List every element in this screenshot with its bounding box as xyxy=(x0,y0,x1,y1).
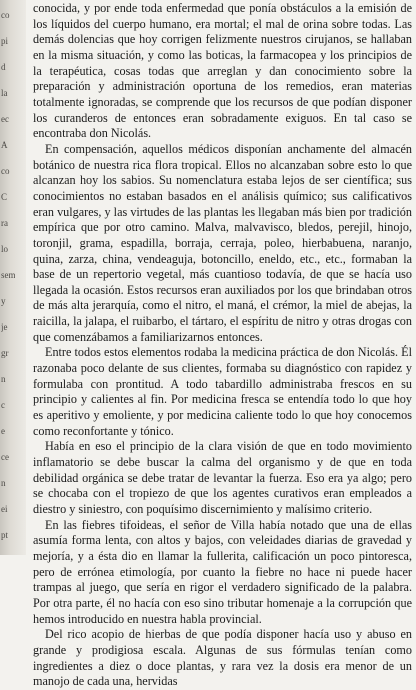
gutter-fragment: y xyxy=(1,296,6,306)
gutter-fragment: lo xyxy=(1,244,9,254)
gutter-fragment: sem xyxy=(1,270,15,280)
gutter-fragment: d xyxy=(1,62,6,72)
page-body-text xyxy=(33,1,412,690)
gutter-fragment: A xyxy=(1,140,8,150)
gutter-fragment: co xyxy=(1,166,10,176)
paragraph: conocida, y por ende toda enfermedad que ponía obstáculos a la emisión de los líquidos del cuerpo humano, era mortal; el mal de orina sobre todas. Las demás dolencias que hoy corrigen felizmente nuestros cirujanos, se hallaban en la misma situación, y como las boticas, la farmacopea y los principios de la terapéutica, cosas todas que arreglan y dan conocimiento sobre la preparación y administración oportuna de los remedios, eran materias totalmente ignoradas, se comprende que los recursos de que podían disponer los curanderos de entonces eran sobradamente exiguos. En tal caso se encontraba don Nicolás. xyxy=(33,1,412,141)
gutter-fragment: ec xyxy=(1,114,9,124)
paragraph: Había en eso el principio de la clara visión de que en todo movimiento inflamatorio se debe buscar la calma del organismo y de que en toda debilidad orgánica se debe tratar de levantar la fuerza. Eso era ya algo; pero se chocaba con el tropiezo de que los agentes curativos eran empleados a diestro y siniestro, con poquísimo discernimiento y malísimo criterio. xyxy=(33,439,412,516)
gutter-fragment: co xyxy=(1,10,10,20)
gutter-fragment: je xyxy=(1,322,8,332)
gutter-fragment: n xyxy=(1,478,6,488)
gutter-fragment: n xyxy=(1,374,6,384)
gutter-fragment: ei xyxy=(1,504,8,514)
gutter-fragment: c xyxy=(1,400,5,410)
paragraph: En las fiebres tifoideas, el señor de Villa había notado que una de ellas asumía forma lenta, con altos y bajos, con veleidades diarias de gravedad y mejoría, y a ésta dio en llamar la fullerita, calificación un poco pintoresca, pero de errónea etimología, por cuanto la fiebre no hace ni puede hacer trampas al juego, que sería en rigor el verdadero significado de la palabra. Por otra parte, él no hacía con eso sino tributar homenaje a la corrupción que hemos introducido en nuestra habla provincial. xyxy=(33,517,412,626)
gutter-fragment: e xyxy=(1,426,5,436)
gutter-fragment: pt xyxy=(1,530,9,540)
gutter-fragment: gr xyxy=(1,348,9,358)
gutter-fragment: ra xyxy=(1,218,8,228)
gutter-fragment: la xyxy=(1,88,8,98)
gutter-fragment: C xyxy=(1,192,8,202)
paragraph: Del rico acopio de hierbas de que podía disponer hacía uso y abuso en grande y prodigiosa escala. Algunas de sus fórmulas tenían como ingredientes a diez o doce plantas, y rara vez la dosis era menor de un manojo de cada una, hervidas xyxy=(33,627,412,689)
paragraph: Entre todos estos elementos rodaba la medicina práctica de don Nicolás. Él razonaba poco delante de sus clientes, formaba su diagnóstico con rapidez y formulaba con prontitud. A todo tabardillo administraba frescos en su principio y calientes al fin. Por medicina fresca se entendía todo lo que hoy es aperitivo y emoliente, y por medicina caliente todo lo que hoy conocemos como reconfortante y tónico. xyxy=(33,345,412,438)
adjacent-page-gutter xyxy=(0,0,26,555)
gutter-fragment: ce xyxy=(1,452,9,462)
paragraph: En compensación, aquellos médicos disponían anchamente del almacén botánico de nuestra rica flora tropical. Ellos no alcanzaban sobre esto lo que alcanzan hoy los sabios. Su nomenclatura estaba lejos de ser científica; sus conocimientos no estaban basados en el análisis químico; sus calificativos eran vulgares, y las virtudes de las plantas les llegaban más bien por tradición empírica que por otro camino. Malva, malvavisco, bledos, perejil, hinojo, toronjil, grama, espadilla, borraja, cerraja, poleo, hierbabuena, naranjo, quina, zarza, china, vendeaguja, botoncillo, eneldo, etc., etc., formaban la base de un repertorio vegetal, más cuantioso todavía, de que se hacía uso llegada la ocasión. Estos recursos eran auxiliados por los que brindaban otros de más alta jerarquía, como el nitro, el maná, el crémor, la miel de abejas, la raicilla, la jalapa, el ruibarbo, el tártaro, el espíritu de nitro y otras drogas con que comenzábamos a familiarizarnos entonces. xyxy=(33,141,412,344)
gutter-fragment: pi xyxy=(1,36,9,46)
